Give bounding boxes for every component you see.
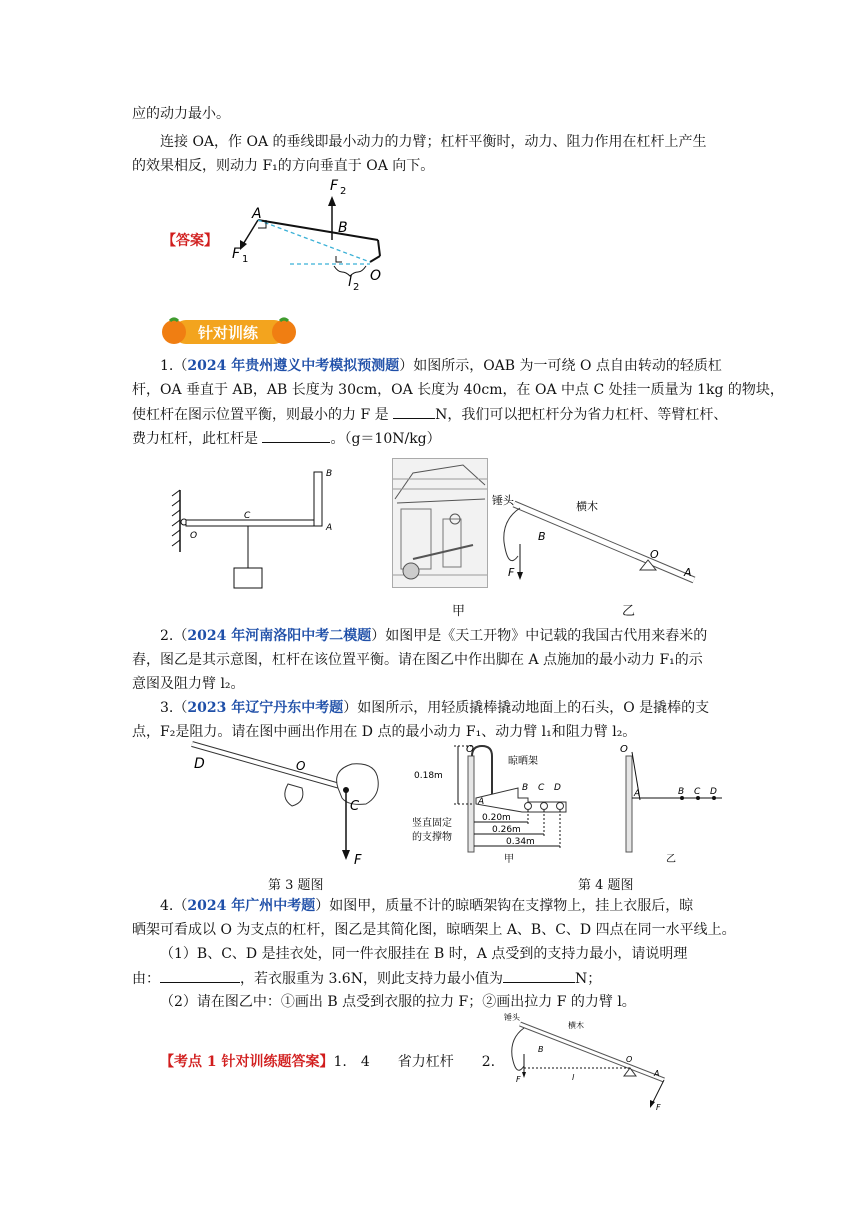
answers-text: 1. 4 省力杠杆 2. — [333, 1054, 496, 1070]
q1-line-2: 杆，OA 垂直于 AB，AB 长度为 30cm，OA 长度为 40cm，在 OA 中点 C 处挂一质量为 1kg 的物块， — [132, 382, 784, 398]
fig4-jia-caption: 甲 — [504, 854, 514, 865]
svg-text:2: 2 — [340, 186, 347, 197]
svg-text:1: 1 — [242, 254, 249, 265]
fig2-a-label: A — [684, 566, 692, 579]
fig4-yi-b-label: B — [678, 787, 685, 797]
fig4-yi-diagram — [612, 742, 736, 866]
fig4-a-label: A — [478, 797, 485, 807]
q4-line-2: 晒架可看成以 O 为支点的杠杆，图乙是其简化图，晾晒架上 A、B、C、D 四点在同一水平线上。 — [132, 922, 736, 938]
fig4-rack-label: 晾晒架 — [508, 756, 538, 767]
q1-line-4: 费力杠杆，此杠杆是 。（g＝10N/kg） — [132, 428, 441, 449]
fig2-f2-label: F — [508, 566, 515, 579]
q3-source: 2023 年辽宁丹东中考题 — [187, 700, 344, 716]
answer-f1-label: F — [232, 246, 241, 262]
q4-line-5: （2）请在图乙中：①画出 B 点受到衣服的拉力 F；②画出拉力 F 的力臂 l。 — [160, 994, 636, 1010]
fig2-beam-label: 横木 — [576, 500, 598, 513]
fig2-jia-caption: 甲 — [452, 604, 466, 619]
answer-b-label: B — [338, 220, 348, 236]
q3-line-1: 3.（2023 年辽宁丹东中考题）如图所示，用轻质撬棒撬动地面上的石头，O 是撬棒的支 — [160, 700, 710, 716]
q1-source: 2024 年贵州遵义中考模拟预测题 — [187, 358, 400, 374]
q1-blank-2[interactable] — [262, 428, 330, 443]
fig4-h-label: 0.18m — [414, 771, 443, 781]
fig4-d2-label: 0.26m — [492, 825, 521, 835]
fig4-caption: 第 4 题图 — [578, 878, 634, 893]
q1-line-3: 使杠杆在图示位置平衡，则最小的力 F 是 N，我们可以把杠杆分为省力杠杆、等臂杠杆、 — [132, 404, 727, 425]
q1-blank-1[interactable] — [393, 404, 435, 419]
q4-line-3: （1）B、C、D 是挂衣处，同一件衣服挂在 B 时，A 点受到的支持力最小，请说明理 — [160, 946, 688, 962]
q3-line-2: 点，F₂是阻力。请在图中画出作用在 D 点的最小动力 F₁、动力臂 l₁和阻力臂 l₂。 — [132, 724, 637, 740]
fig2-b-label: B — [538, 530, 546, 543]
fig4-d1-label: 0.20m — [482, 813, 511, 823]
fig1-b-label: B — [326, 469, 333, 479]
q4-blank-2[interactable] — [503, 968, 575, 983]
fig5-l2-label: l — [572, 1073, 575, 1082]
fig4-yi-c-label: C — [694, 787, 701, 797]
q2-line-1: 2.（2024 年河南洛阳中考二模题）如图甲是《天工开物》中记载的我国古代用来舂米的 — [160, 628, 708, 644]
intro-line-2: 连接 OA，作 OA 的垂线即最小动力的力臂；杠杆平衡时，动力、阻力作用在杠杆上产生 — [160, 134, 707, 150]
fig2-hammer-label: 锤头 — [492, 494, 514, 507]
q4-blank-1[interactable] — [160, 968, 240, 983]
fig5-b-label: B — [538, 1045, 544, 1054]
q4-line-1: 4.（2024 年广州中考题）如图甲，质量不计的晾晒架钩在支撑物上，挂上衣服后，晾 — [160, 898, 694, 914]
fig3-caption: 第 3 题图 — [268, 878, 324, 893]
fig4-support-label-2: 的支撑物 — [412, 832, 452, 843]
fig2-yi-diagram — [488, 484, 702, 588]
section-badge — [160, 316, 298, 346]
q4-source: 2024 年广州中考题 — [187, 898, 316, 914]
q2-line-3: 意图及阻力臂 l₂。 — [132, 676, 245, 692]
fig5-hammer-label: 锤头 — [504, 1013, 520, 1022]
fig4-yi-a-label: A — [634, 789, 641, 799]
section-title: 针对训练 — [198, 324, 259, 342]
fig1-a-label: A — [326, 523, 333, 533]
fig4-c-label: C — [538, 783, 545, 793]
intro-line-3: 的效果相反，则动力 F₁的方向垂直于 OA 向下。 — [132, 158, 435, 174]
fig5-f2-label: F — [516, 1075, 521, 1084]
fig3-crowbar — [182, 736, 388, 868]
svg-text:2: 2 — [353, 282, 360, 292]
fig5-a-label: A — [654, 1069, 660, 1078]
fig3-o-label: O — [296, 759, 306, 773]
answers-label: 【考点 1 针对训练题答案】 — [160, 1054, 334, 1070]
fig4-yi-caption: 乙 — [666, 854, 676, 865]
intro-line-1: 应的动力最小。 — [132, 106, 230, 122]
fig5-answer-diagram — [498, 1006, 670, 1114]
fig5-o-label: O — [626, 1055, 633, 1064]
fig3-d-label: D — [194, 756, 205, 772]
fig1-c-label: C — [244, 511, 251, 521]
fig4-b-label: B — [522, 783, 529, 793]
fig2-o-label: O — [650, 548, 659, 561]
q2-line-2: 舂，图乙是其示意图，杠杆在该位置平衡。请在图乙中作出脚在 A 点施加的最小动力 F₁的示 — [132, 652, 703, 668]
fig2-yi-caption: 乙 — [622, 604, 636, 619]
fig3-f2-label: F — [354, 853, 362, 868]
fig1-lever — [168, 466, 338, 592]
fig4-yi-d-label: D — [710, 787, 717, 797]
fig3-c-label: C — [350, 799, 360, 814]
answer-o-label: O — [370, 268, 382, 284]
fig5-f1-label: F — [656, 1103, 661, 1112]
fig4-o-label: O — [466, 744, 474, 755]
q2-source: 2024 年河南洛阳中考二模题 — [187, 628, 372, 644]
answer-label: 【答案】 — [162, 233, 218, 249]
fig4-jia-diagram — [412, 742, 588, 866]
answer-a-label: A — [252, 206, 262, 222]
q1-line-1: 1.（2024 年贵州遵义中考模拟预测题）如图所示，OAB 为一可绕 O 点自由转动的轻质杠 — [160, 358, 722, 374]
answers-line — [160, 1052, 495, 1072]
fig4-d3-label: 0.34m — [506, 837, 535, 847]
fig4-d-label: D — [554, 783, 561, 793]
fig1-o-label: O — [190, 531, 198, 541]
fig4-yi-o-label: O — [620, 744, 628, 755]
fig4-support-label-1: 竖直固定 — [412, 818, 452, 829]
answer-l2-label: l — [348, 274, 352, 290]
fig2-jia-illustration — [392, 458, 488, 588]
answer-figure — [228, 176, 400, 292]
answer-f2-label: F — [330, 178, 339, 194]
fig5-beam-label: 横木 — [568, 1021, 584, 1030]
q4-line-4: 由： ，若衣服重为 3.6N，则此支持力最小值为 N； — [132, 968, 601, 989]
